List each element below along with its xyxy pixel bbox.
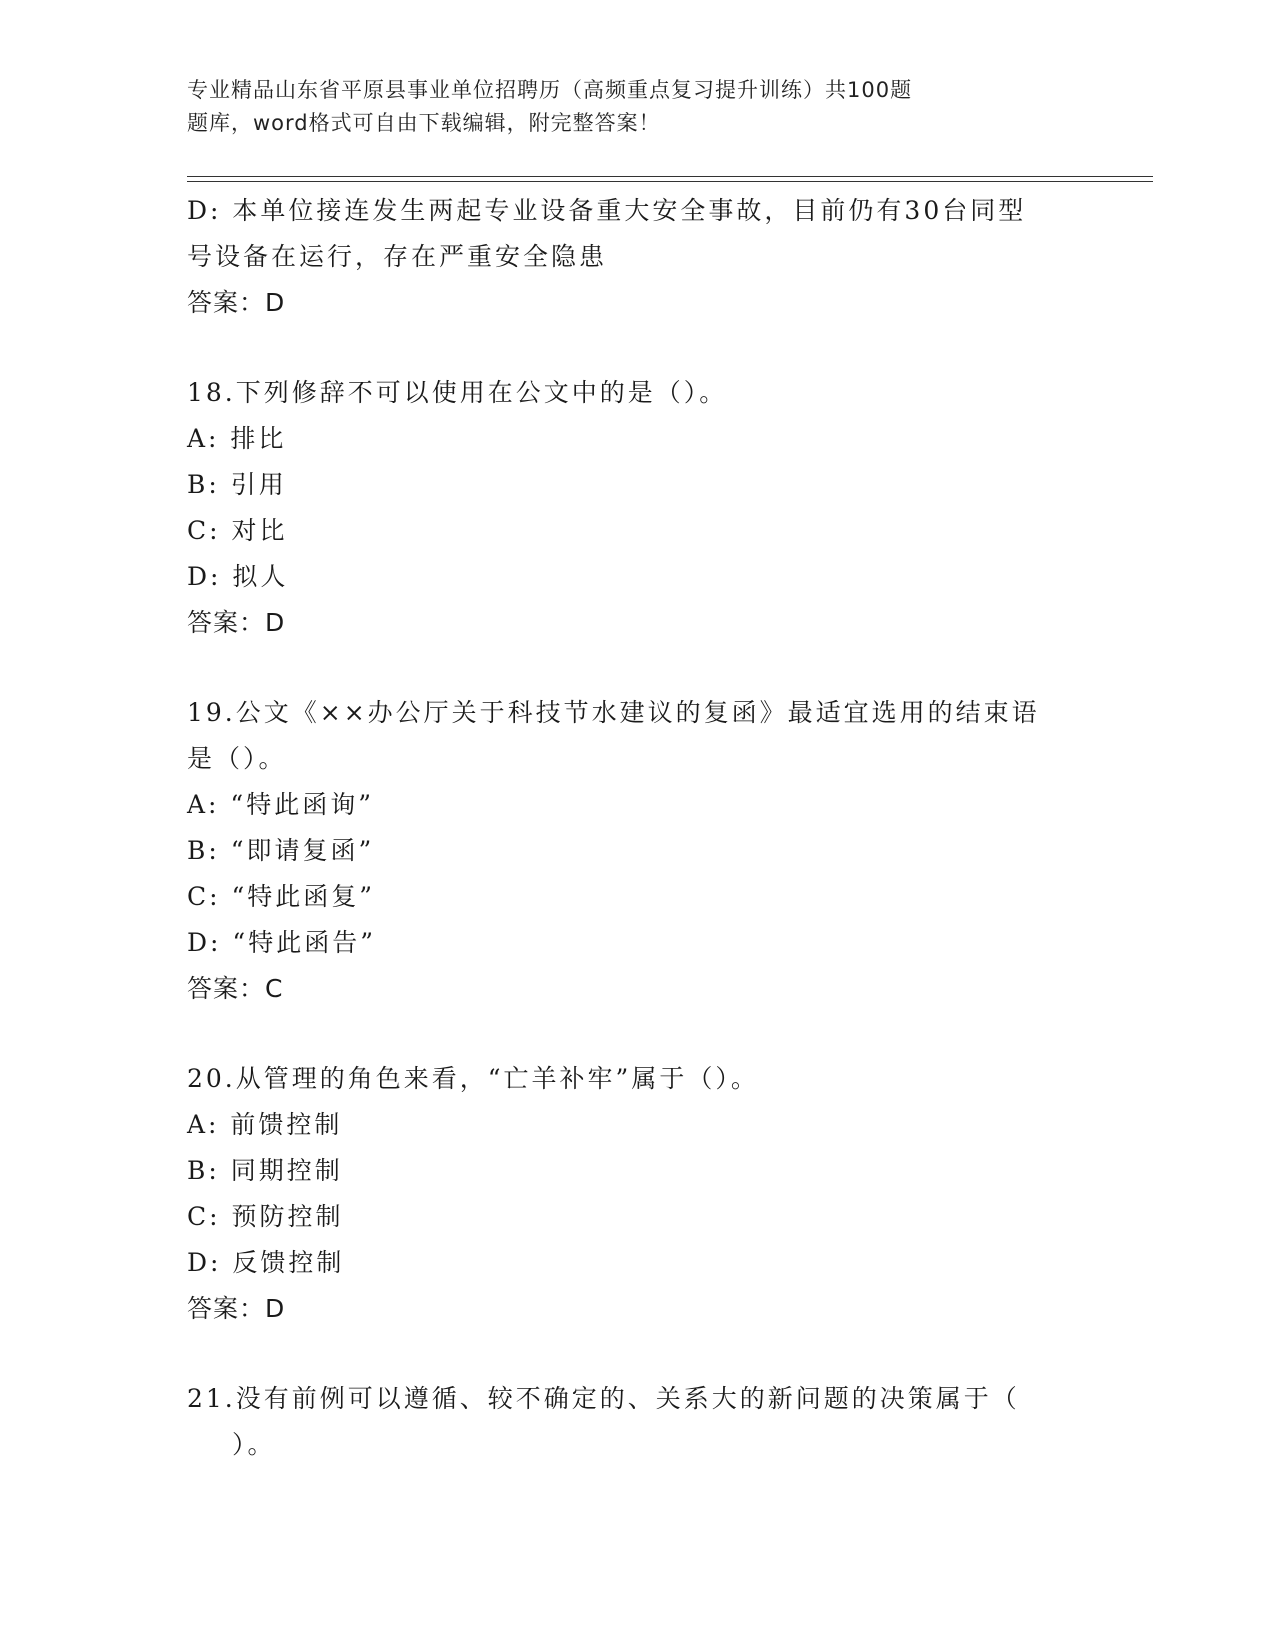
option-d-line-2: 号设备在运行，存在严重安全隐患 [187,242,608,271]
question-20 [187,1056,1087,1332]
option-a: A: “特此函询” [187,790,374,819]
option-c: C: 对比 [187,516,288,545]
header-line-1: 专业精品山东省平原县事业单位招聘历（高频重点复习提升训练）共100题 [187,78,913,102]
option-a: A: 排比 [187,424,287,453]
question-21 [187,1376,1087,1468]
question-19 [187,690,1087,1012]
option-d: D: “特此函告” [187,928,376,957]
option-c: C: “特此函复” [187,882,376,911]
option-b: B: “即请复函” [187,836,375,865]
question-stem: 19.公文《××办公厅关于科技节水建议的复函》最适宜选用的结束语 [187,698,1040,727]
question-stem-continued: 是（）。 [187,744,287,773]
answer-line: 答案：C [187,974,284,1003]
option-d-line-1: D: 本单位接连发生两起专业设备重大安全事故，目前仍有30台同型 [187,196,1027,225]
answer-line: 答案：D [187,288,286,317]
document-header [187,74,1067,140]
option-a: A: 前馈控制 [187,1110,343,1139]
document-body [187,188,1087,1468]
question-stem: 18.下列修辞不可以使用在公文中的是（）。 [187,378,728,407]
header-divider-bottom [187,181,1153,182]
answer-line: 答案：D [187,1294,286,1323]
question-stem: 20.从管理的角色来看，“亡羊补牢”属于（）。 [187,1064,759,1093]
option-c: C: 预防控制 [187,1202,344,1231]
question-stem: 21.没有前例可以遵循、较不确定的、关系大的新问题的决策属于（ [187,1384,1020,1413]
continued-question [187,188,1087,326]
option-d: D: 反馈控制 [187,1248,345,1277]
question-stem-continued: ）。 [232,1430,276,1459]
answer-line: 答案：D [187,608,286,637]
header-divider-top [187,176,1153,177]
header-line-2: 题库，word格式可自由下载编辑，附完整答案！ [187,111,661,135]
option-d: D: 拟人 [187,562,289,591]
option-b: B: 引用 [187,470,287,499]
option-b: B: 同期控制 [187,1156,343,1185]
question-18 [187,370,1087,646]
